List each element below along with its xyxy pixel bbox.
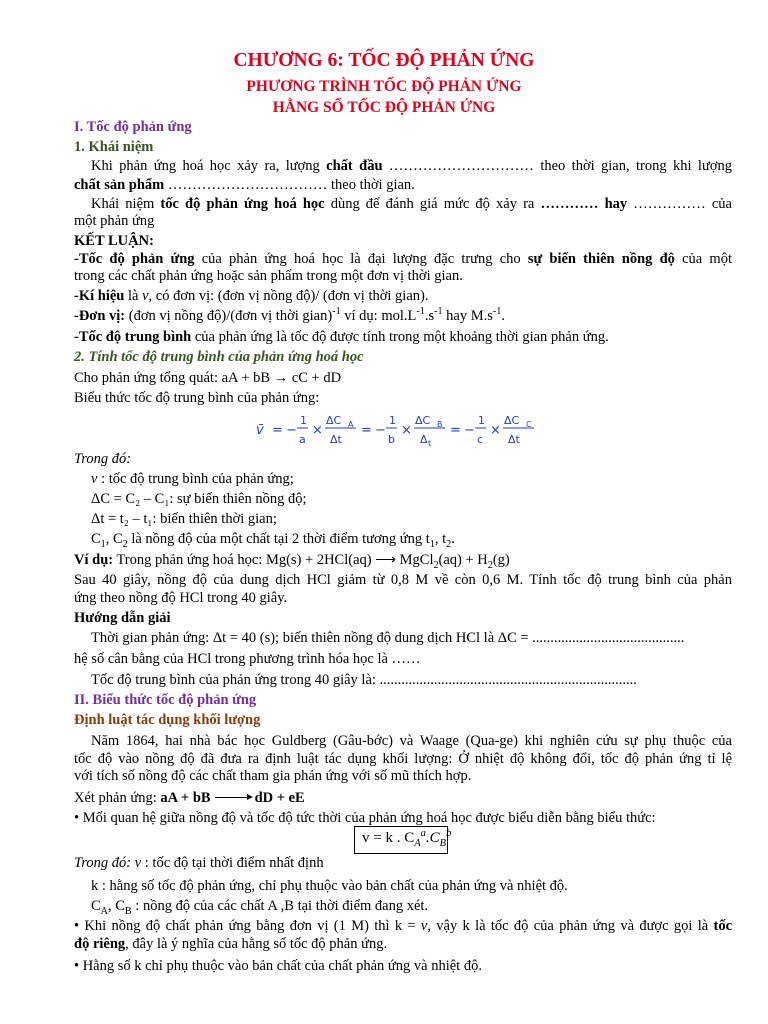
where-instant-v: Trong đó: v : tốc độ tại thời điểm nhất định <box>74 855 324 871</box>
conclusion-heading: KẾT LUẬN: <box>74 233 154 249</box>
svg-text:B: B <box>437 420 443 429</box>
svg-text:C: C <box>526 420 532 429</box>
mass-action-line-2: tốc độ vào nồng độ đã đưa ra định luật tác dụng khối lượng: Ở nhiệt độ không đổi, tốc độ phản ứng tỉ lệ <box>74 751 732 767</box>
conclusion-average: -Tốc độ trung bình của phản ứng là tốc độ được tính trong một khoảng thời gian phản ứng. <box>74 329 609 345</box>
svg-text:=: = <box>450 423 461 438</box>
conclusion-unit: -Đơn vị: (đơn vị nồng độ)/(đơn vị thời gian)$^{-1}$ ví dụ: $mol.L^{-1}.s^{-1}$ hay $M.s^{-1}$. <box>74 306 505 324</box>
svg-text:−: − <box>286 423 297 438</box>
mass-action-line-1: Năm 1864, hai nhà bác học Guldberg (Gâu-bớc) và Waage (Qua-ge) khi nghiên cứu sự phụ thuộc của <box>91 733 732 749</box>
solution-line-1: Thời gian phản ứng: Δt = 40 (s); biến thiên nồng độ dung dịch HCl là ΔC = .......................................... <box>91 630 685 646</box>
where-delta-c: ΔC = C₂ – C₁: sự biến thiên nồng độ; <box>91 491 307 507</box>
section-1-heading: I. Tốc độ phản ứng <box>74 119 192 135</box>
rate-law-expression: v = k . $C_A^a.C_B^b$ <box>362 828 452 849</box>
concept-heading: 1. Khái niệm <box>74 139 154 155</box>
svg-text:c: c <box>477 433 484 446</box>
where-k: k : hằng số tốc độ phản ứng, chỉ phụ thuộc vào bản chất của phản ứng và nhiệt độ. <box>91 878 568 894</box>
svg-text:=: = <box>272 423 283 438</box>
conclusion-line-2: trong các chất phản ứng hoặc sản phẩm trong một đơn vị thời gian. <box>74 268 463 284</box>
chapter-title: CHƯƠNG 6: TỐC ĐỘ PHẢN ỨNG <box>233 50 535 71</box>
specific-rate-line-1: • Khi nồng độ chất phản ứng bằng đơn vị (1 M) thì k = v, vậy k là tốc độ của phản ứng và được gọi là tốc <box>74 918 732 934</box>
svg-text:1: 1 <box>389 414 396 427</box>
subtitle-constant: HẰNG SỐ TỐC ĐỘ PHẢN ỨNG <box>272 99 496 116</box>
example-reaction: Ví dụ: Trong phản ứng hoá học: Mg(s) + 2HCl(aq) ⟶ MgCl$_2$(aq) + $H_2(g)$ <box>74 552 510 571</box>
svg-text:=: = <box>361 423 372 438</box>
svg-text:ΔC: ΔC <box>504 414 520 427</box>
mass-action-line-3: với tích số nồng độ các chất tham gia phản ứng với số mũ thích hợp. <box>74 768 472 784</box>
svg-text:1: 1 <box>478 414 485 427</box>
svg-text:−: − <box>375 423 386 438</box>
relation-bullet: • Mối quan hệ giữa nồng độ và tốc độ tức thời của phản ứng hoá học được biểu diễn bằng biểu thức: <box>74 810 656 826</box>
svg-text:×: × <box>312 423 323 438</box>
concept-line-2: chất sản phẩm …………………………… theo thời gian. <box>74 177 415 193</box>
general-reaction: Cho phản ứng tổng quát: aA + bB → cC + dD <box>74 370 342 386</box>
average-rate-heading: 2. Tính tốc độ trung bình của phản ứng hoá học <box>74 349 364 365</box>
svg-text:Δt: Δt <box>330 433 342 446</box>
svg-text:ΔC: ΔC <box>326 414 342 427</box>
where-ca-cb: $C_A$, $C_B$ : nồng độ của các chất A ,B tại thời điểm đang xét. <box>91 898 429 917</box>
where-delta-t: Δt = t₂ – t₁: biến thiên thời gian; <box>91 511 277 527</box>
where-c1c2: $C_1$, $C_2$ là nồng độ của một chất tại 2 thời điểm tương ứng $t_1$, $t_2$. <box>91 531 455 550</box>
example-line-2: Sau 40 giây, nồng độ của dung dịch HCl giảm từ 0,8 M về còn 0,6 M. Tính tốc độ trung bình của phản <box>74 572 732 588</box>
solution-line-2: hệ số cân bằng của HCl trong phương trình hóa học là …… <box>74 651 421 667</box>
specific-rate-line-2: độ riêng, đây là ý nghĩa của hằng số tốc độ phản ứng. <box>74 936 388 952</box>
svg-text:Δt: Δt <box>508 433 520 446</box>
k-dependence-bullet: • Hằng số k chỉ phụ thuộc vào bản chất của chất phản ứng và nhiệt độ. <box>74 958 482 974</box>
where-label: Trong đó: <box>74 451 132 467</box>
svg-text:ΔC: ΔC <box>415 414 431 427</box>
svg-text:b: b <box>388 433 395 446</box>
concept-line-4: một phản ứng <box>74 213 155 229</box>
svg-text:1: 1 <box>300 414 307 427</box>
expression-label: Biểu thức tốc độ trung bình của phản ứng: <box>74 390 320 406</box>
svg-text:Δ: Δ <box>420 433 428 446</box>
solution-heading: Hướng dẫn giải <box>74 610 171 626</box>
example-line-3: ứng theo nồng độ HCl trong 40 giây. <box>74 590 288 606</box>
svg-text:t: t <box>428 439 432 448</box>
where-v: v : tốc độ trung bình của phản ứng; <box>91 471 294 487</box>
consider-reaction: Xét phản ứng: aA + bB dD + eE <box>74 790 305 806</box>
conclusion-symbol: -Kí hiệu là v, có đơn vị: (đơn vị nồng độ)/ (đơn vị thời gian). <box>74 288 429 304</box>
concept-line-3: Khái niệm tốc độ phản ứng hoá học dùng để đánh giá mức độ xảy ra ………… hay …………… của <box>91 196 732 212</box>
solution-line-3: Tốc độ trung bình của phản ứng trong 40 giây là: ....................................................................... <box>91 672 637 688</box>
subtitle-equation: PHƯƠNG TRÌNH TỐC ĐỘ PHẢN ỨNG <box>246 78 522 95</box>
average-rate-formula <box>250 408 550 452</box>
svg-text:A: A <box>348 420 354 429</box>
svg-text:a: a <box>299 433 306 446</box>
section-2-heading: II. Biểu thức tốc độ phản ứng <box>74 692 257 708</box>
svg-text:v̄: v̄ <box>256 423 264 438</box>
svg-text:−: − <box>464 423 475 438</box>
mass-action-heading: Định luật tác dụng khối lượng <box>74 712 261 728</box>
conclusion-line-1: -Tốc độ phản ứng của phản ứng hoá học là đại lượng đặc trưng cho sự biến thiên nồng độ của một <box>74 251 732 267</box>
svg-text:×: × <box>490 423 501 438</box>
svg-text:×: × <box>401 423 412 438</box>
concept-line-1: Khi phản ứng hoá học xảy ra, lượng chất đầu ………………………… theo thời gian, trong khi lượng <box>91 158 732 174</box>
reaction-arrow-icon <box>215 797 251 798</box>
